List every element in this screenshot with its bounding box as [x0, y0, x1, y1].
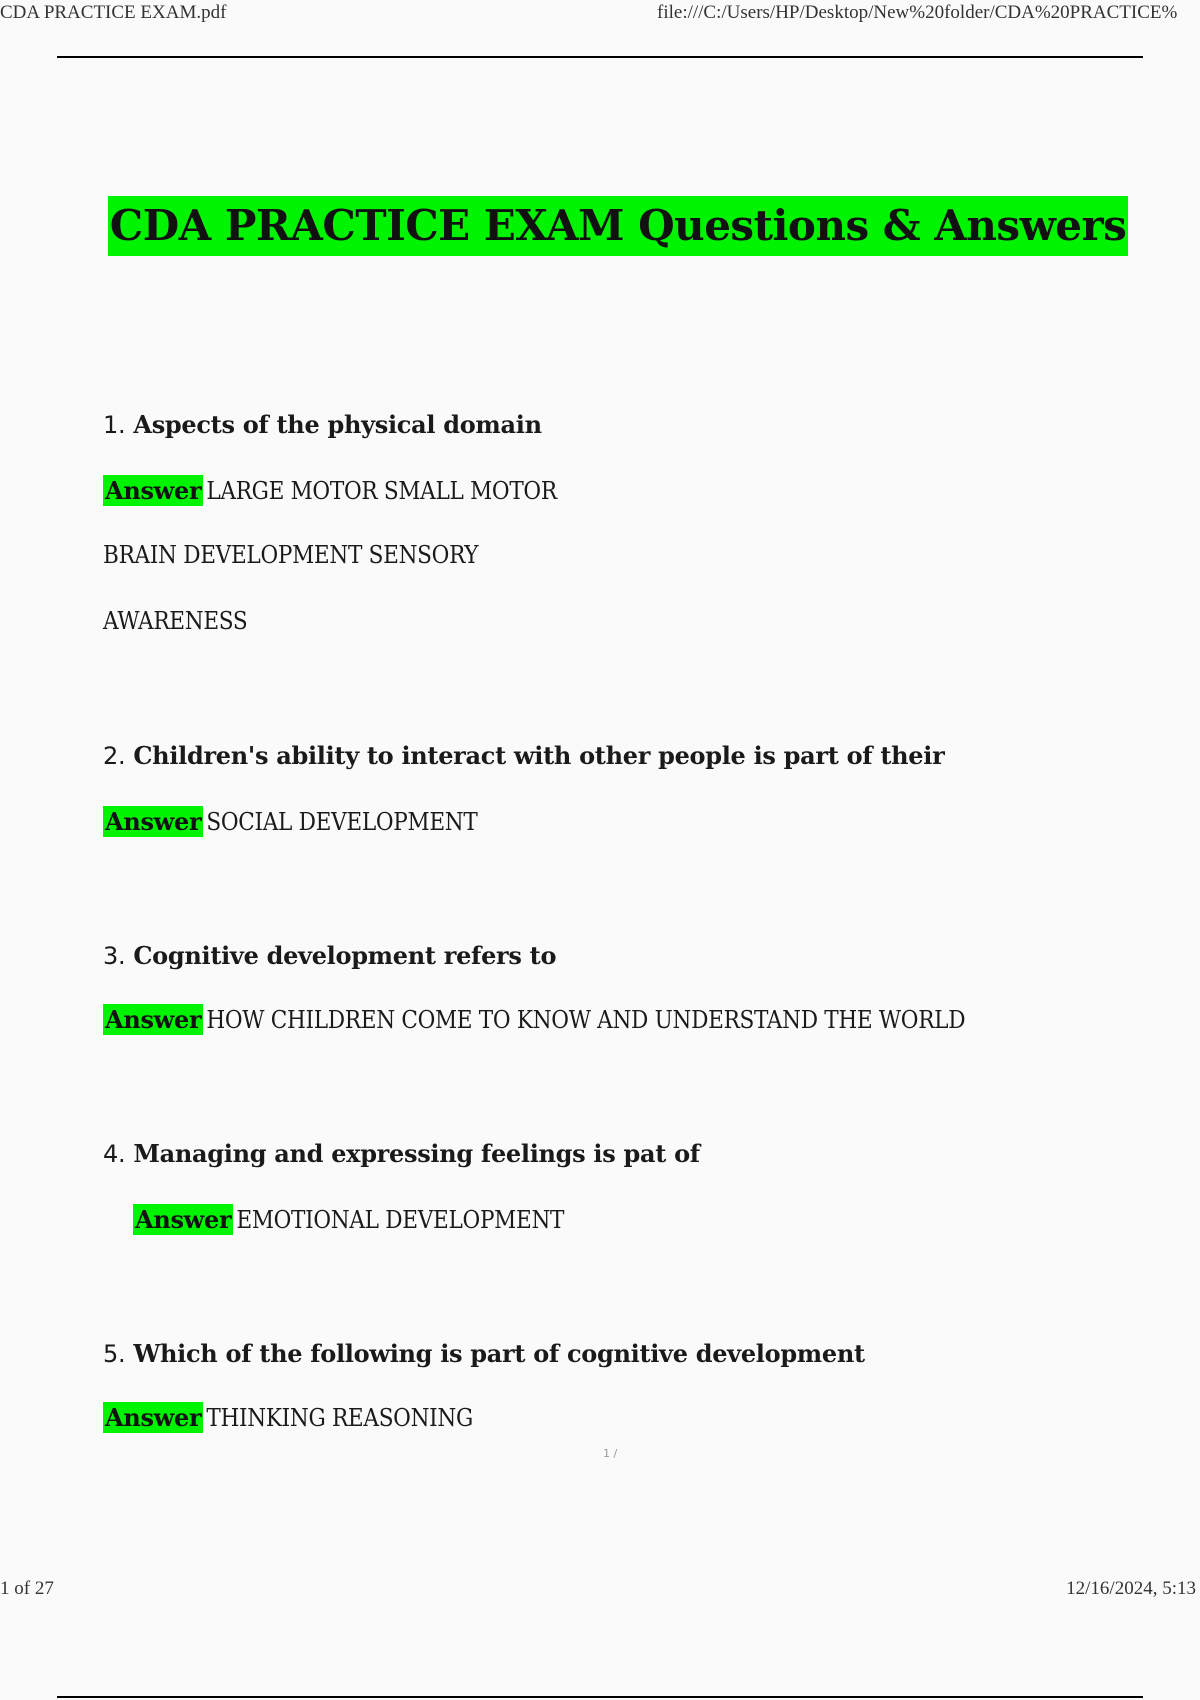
file-url: file:///C:/Users/HP/Desktop/New%20folder/CDA%20PRACTICE% — [657, 2, 1178, 23]
answer-text: LARGE MOTOR SMALL MOTOR — [206, 477, 557, 505]
title-container — [0, 196, 1200, 256]
question-1 — [103, 410, 542, 439]
answer-text: EMOTIONAL DEVELOPMENT — [236, 1206, 565, 1234]
question-number: 4. — [103, 1140, 126, 1168]
answer-label: Answer — [135, 1205, 232, 1234]
answer-2 — [103, 807, 478, 836]
footer-divider — [57, 1696, 1143, 1698]
answer-text: HOW CHILDREN COME TO KNOW AND UNDERSTAND THE WORLD — [206, 1006, 966, 1034]
question-number: 2. — [103, 742, 126, 770]
question-2 — [103, 741, 944, 770]
answer-label: Answer — [105, 1005, 202, 1034]
answer-3 — [103, 1005, 965, 1034]
answer-label: Answer — [105, 807, 202, 836]
question-text: Children's ability to interact with other people is part of their — [133, 741, 945, 770]
answer-text: THINKING REASONING — [206, 1404, 473, 1432]
question-text: Cognitive development refers to — [133, 941, 557, 970]
question-4 — [103, 1139, 700, 1168]
question-text: Which of the following is part of cognitive development — [133, 1339, 865, 1368]
answer-5 — [103, 1403, 473, 1432]
document-filename: CDA PRACTICE EXAM.pdf — [0, 2, 227, 23]
answer-text: SOCIAL DEVELOPMENT — [206, 808, 478, 836]
answer-label: Answer — [105, 1403, 202, 1432]
question-number: 1. — [103, 411, 126, 439]
question-text: Aspects of the physical domain — [133, 410, 542, 439]
answer-1-line-2 — [103, 541, 478, 569]
print-timestamp: 12/16/2024, 5:13 — [1066, 1578, 1196, 1599]
page-marker: 1 / — [603, 1447, 618, 1460]
question-3 — [103, 941, 556, 970]
page-count: 1 of 27 — [0, 1578, 54, 1599]
answer-1 — [103, 476, 557, 505]
answer-1-line-3 — [103, 607, 247, 635]
answer-text: BRAIN DEVELOPMENT SENSORY — [103, 541, 479, 569]
header-divider — [57, 56, 1143, 58]
answer-4 — [133, 1205, 564, 1234]
question-number: 5. — [103, 1340, 126, 1368]
answer-text: AWARENESS — [103, 607, 248, 635]
document-title: CDA PRACTICE EXAM Questions & Answers — [108, 196, 1128, 256]
question-number: 3. — [103, 942, 126, 970]
question-text: Managing and expressing feelings is pat of — [133, 1139, 700, 1168]
question-5 — [103, 1339, 865, 1368]
answer-label: Answer — [105, 476, 202, 505]
